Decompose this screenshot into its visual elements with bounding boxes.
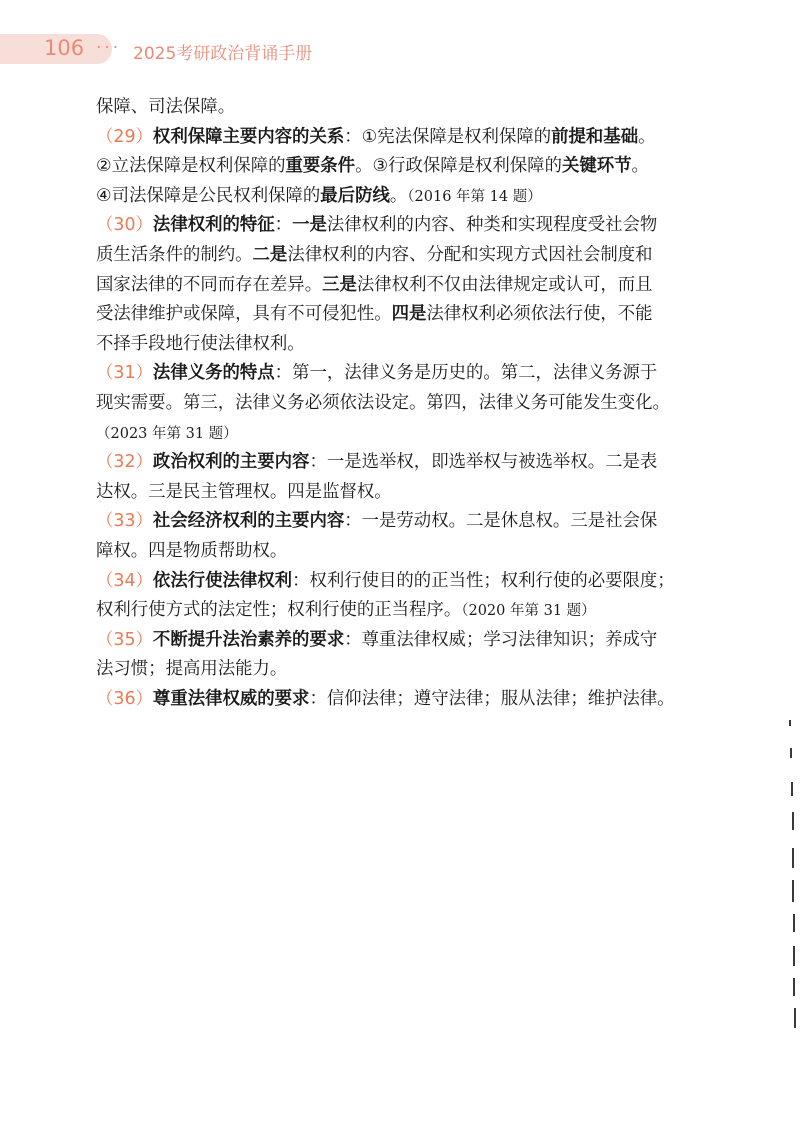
item-number: （36） <box>96 688 153 709</box>
item-number: （32） <box>96 452 153 473</box>
text-segment: 法律权利必须依法行使，不能 <box>426 304 653 325</box>
item-number: （34） <box>96 570 153 591</box>
text-segment: ：第一，法律义务是历史的。第二，法律义务源于 <box>274 363 658 384</box>
key-term: 法律权利的特征 <box>152 215 275 236</box>
text-segment: 不择手段地行使法律权利。 <box>96 333 305 354</box>
text-line <box>96 182 712 212</box>
text-segment: 法律权利的内容、分配和实现方式因社会制度和 <box>287 244 653 265</box>
page-header <box>0 34 800 70</box>
text-segment: ：尊重法律权威；学习法律知识；养成守 <box>344 629 658 650</box>
key-term: 重要条件 <box>285 156 356 177</box>
item-number: （35） <box>96 629 153 650</box>
text-line <box>96 626 712 656</box>
text-line <box>96 211 712 241</box>
text-line <box>96 596 712 626</box>
text-segment: 受法律维护或保障，具有不可侵犯性。 <box>96 304 392 325</box>
text-segment: ：①宪法保障是权利保障的 <box>344 126 552 147</box>
exam-reference: （2023 年第 31 题） <box>96 425 238 442</box>
key-term: 前提和基础 <box>551 126 639 147</box>
text-segment: 国家法律的不同而存在差异。 <box>96 274 323 295</box>
text-segment: ：一是选举权，即选举权与被选举权。二是表 <box>309 452 658 473</box>
text-segment: ：一是劳动权。二是休息权。三是社会保 <box>344 511 658 532</box>
key-term: 三是 <box>322 274 357 295</box>
key-term: 权利保障主要内容的关系 <box>152 126 345 147</box>
text-segment: ： <box>274 215 293 236</box>
text-line <box>96 330 712 360</box>
item-number: （33） <box>96 511 153 532</box>
item-number: （31） <box>96 363 153 384</box>
text-line <box>96 419 712 449</box>
text-segment: 障权。四是物质帮助权。 <box>96 540 288 561</box>
text-line <box>96 93 712 123</box>
text-line <box>96 271 712 301</box>
text-segment: 现实需要。第三，法律义务必须依法设定。第四，法律义务可能发生变化。 <box>96 392 670 413</box>
text-line <box>96 685 712 715</box>
key-term: 依法行使法律权利 <box>152 570 293 591</box>
text-segment: 。 <box>638 126 656 147</box>
text-line <box>96 537 712 567</box>
text-segment: 权利行使方式的法定性；权利行使的正当程序。 <box>96 600 462 621</box>
page-edge-marks <box>786 720 800 1040</box>
text-segment: ②立法保障是权利保障的 <box>96 156 286 177</box>
text-segment: 法律权利不仅由法律规定或认可，而且 <box>356 274 653 295</box>
page-number: 106 <box>44 36 85 60</box>
key-term: 尊重法律权威的要求 <box>152 688 310 709</box>
text-segment: ④司法保障是公民权利保障的 <box>96 185 321 206</box>
text-segment: 。 <box>389 185 408 206</box>
text-line <box>96 507 712 537</box>
text-segment: 达权。三是民主管理权。四是监督权。 <box>96 481 392 502</box>
key-term: 政治权利的主要内容 <box>152 452 310 473</box>
header-dots: ··· <box>96 38 122 58</box>
text-line <box>96 389 712 419</box>
text-segment: ：权利行使目的的正当性；权利行使的必要限度； <box>292 570 675 591</box>
key-term: 法律义务的特点 <box>152 363 275 384</box>
key-term: 四是 <box>391 304 427 325</box>
text-segment: 法律权利的内容、种类和实现程度受社会物 <box>326 215 658 236</box>
key-term: 关键环节 <box>561 156 632 177</box>
item-number: （30） <box>96 215 153 236</box>
exam-reference: （2016 年第 14 题） <box>407 188 542 205</box>
text-line <box>96 241 712 271</box>
key-term: 二是 <box>252 244 288 265</box>
text-segment: ：信仰法律；遵守法律；服从法律；维护法律。 <box>309 688 675 709</box>
text-segment: 。 <box>631 156 649 177</box>
book-title: 2025考研政治背诵手册 <box>133 44 313 64</box>
text-segment: 保障、司法保障。 <box>96 97 236 117</box>
text-segment: 质生活条件的制约。 <box>96 244 253 265</box>
text-line <box>96 567 712 597</box>
text-line <box>96 448 712 478</box>
text-line <box>96 300 712 330</box>
key-term: 一是 <box>292 215 327 236</box>
text-segment: 法习惯；提高用法能力。 <box>96 659 288 680</box>
text-line <box>96 655 712 685</box>
key-term: 社会经济权利的主要内容 <box>152 511 345 532</box>
text-line <box>96 478 712 508</box>
key-term: 不断提升法治素养的要求 <box>152 629 345 650</box>
text-segment: 。③行政保障是权利保障的 <box>355 156 562 177</box>
exam-reference: （2020 年第 31 题） <box>461 603 596 620</box>
body-text <box>96 93 712 714</box>
item-number: （29） <box>96 126 153 147</box>
text-line <box>96 152 712 182</box>
key-term: 最后防线 <box>320 185 390 206</box>
text-line <box>96 359 712 389</box>
text-line <box>96 123 712 153</box>
